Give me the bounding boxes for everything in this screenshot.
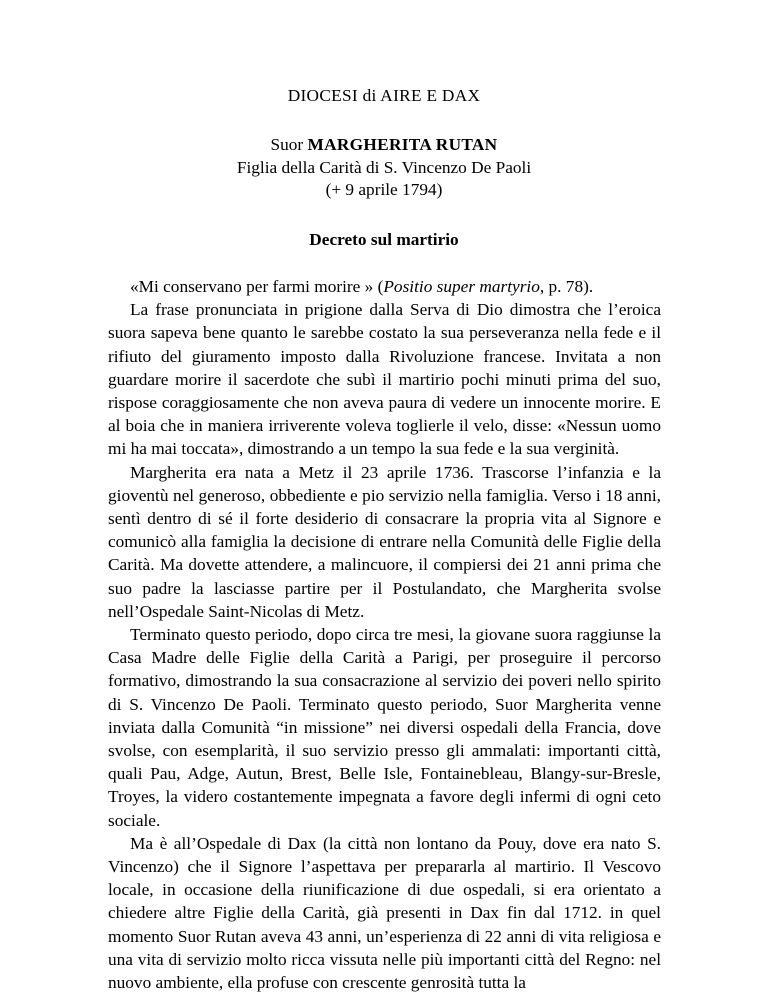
title-prefix: Suor xyxy=(270,135,304,154)
citation-title: Positio super martyrio xyxy=(383,277,540,296)
subject-name-line xyxy=(0,134,768,156)
decree-heading: Decreto sul martirio xyxy=(309,230,459,249)
death-date: (+ 9 aprile 1794) xyxy=(325,180,443,199)
paragraph-quote xyxy=(108,275,661,298)
citation-page: , p. 78). xyxy=(539,277,594,296)
paragraph: La frase pronunciata in prigione dalla Serva di Dio dimostra che l’eroica suora sapeva bene quanto le sarebbe costato la sua perseveranza nella fede e il rifiuto del giuramento imposto dalla Rivoluzione francese. Invitata a non guardare morire il sacerdote che subì il martirio pochi minuti prima del suo, rispose coraggiosamente che non aveva paura di vedere un innocente morire. E al boia che in maniera irriverente voleva toglierle il velo, disse: «Nessun uomo mi ha mai toccata», dimostrando a un tempo la sua fede e la sua verginità. xyxy=(108,300,661,459)
body-text xyxy=(108,275,661,994)
subject-name: MARGHERITA RUTAN xyxy=(307,135,498,154)
paragraph: Ma è all’Ospedale di Dax (la città non lontano da Pouy, dove era nato S. Vincenzo) che il Signore l’aspettava per prepararla al martirio. Il Vescovo locale, in occasione della riunificazione di due ospedali, si era orientato a chiedere altre Figlie della Carità, già presenti in Dax fin dal 1712. in quel momento Suor Rutan aveva 43 anni, un’esperienza di 22 anni di vita religiosa e una vita di servizio molto ricca vissuta nelle più importanti città del Regno: nel nuovo ambiente, ella profuse con crescente genrosità tutta la xyxy=(108,833,661,993)
diocese-heading: DIOCESI di AIRE E DAX xyxy=(287,86,481,105)
paragraph: Terminato questo periodo, dopo circa tre mesi, la giovane suora raggiunse la Casa Madre delle Figlie della Carità a Parigi, per proseguire il percorso formativo, dimostrando la sua consacrazione al servizio dei poveri nello spirito di S. Vincenzo De Paoli. Terminato questo periodo, Suor Margherita venne inviata dalla Comunità “in missione” nei diversi ospedali della Francia, dove svolse, con esemplarità, il suo servizio presso gli ammalati: importanti città, quali Pau, Adge, Autun, Brest, Belle Isle, Fontainebleau, Blangy-sur-Bresle, Troyes, la videro costantemente impegnata a favore degli infermi di ogni ceto sociale. xyxy=(108,625,661,830)
religious-order: Figlia della Carità di S. Vincenzo De Paoli xyxy=(236,158,532,177)
quote-text: «Mi conservano per farmi morire » ( xyxy=(130,277,384,296)
paragraph: Margherita era nata a Metz il 23 aprile 1736. Trascorse l’infanzia e la gioventù nel generoso, obbediente e pio servizio nella famiglia. Verso i 18 anni, sentì dentro di sé il forte desiderio di consacrare la propria vita al Signore e comunicò alla famiglia la decisione di entrare nella Comunità delle Figlie della Carità. Ma dovette attendere, a malincuore, il compiersi dei 21 anni prima che suo padre la lasciasse partire per il Postulandato, che Margherita svolse nell’Ospedale Saint-Nicolas di Metz. xyxy=(108,462,661,621)
